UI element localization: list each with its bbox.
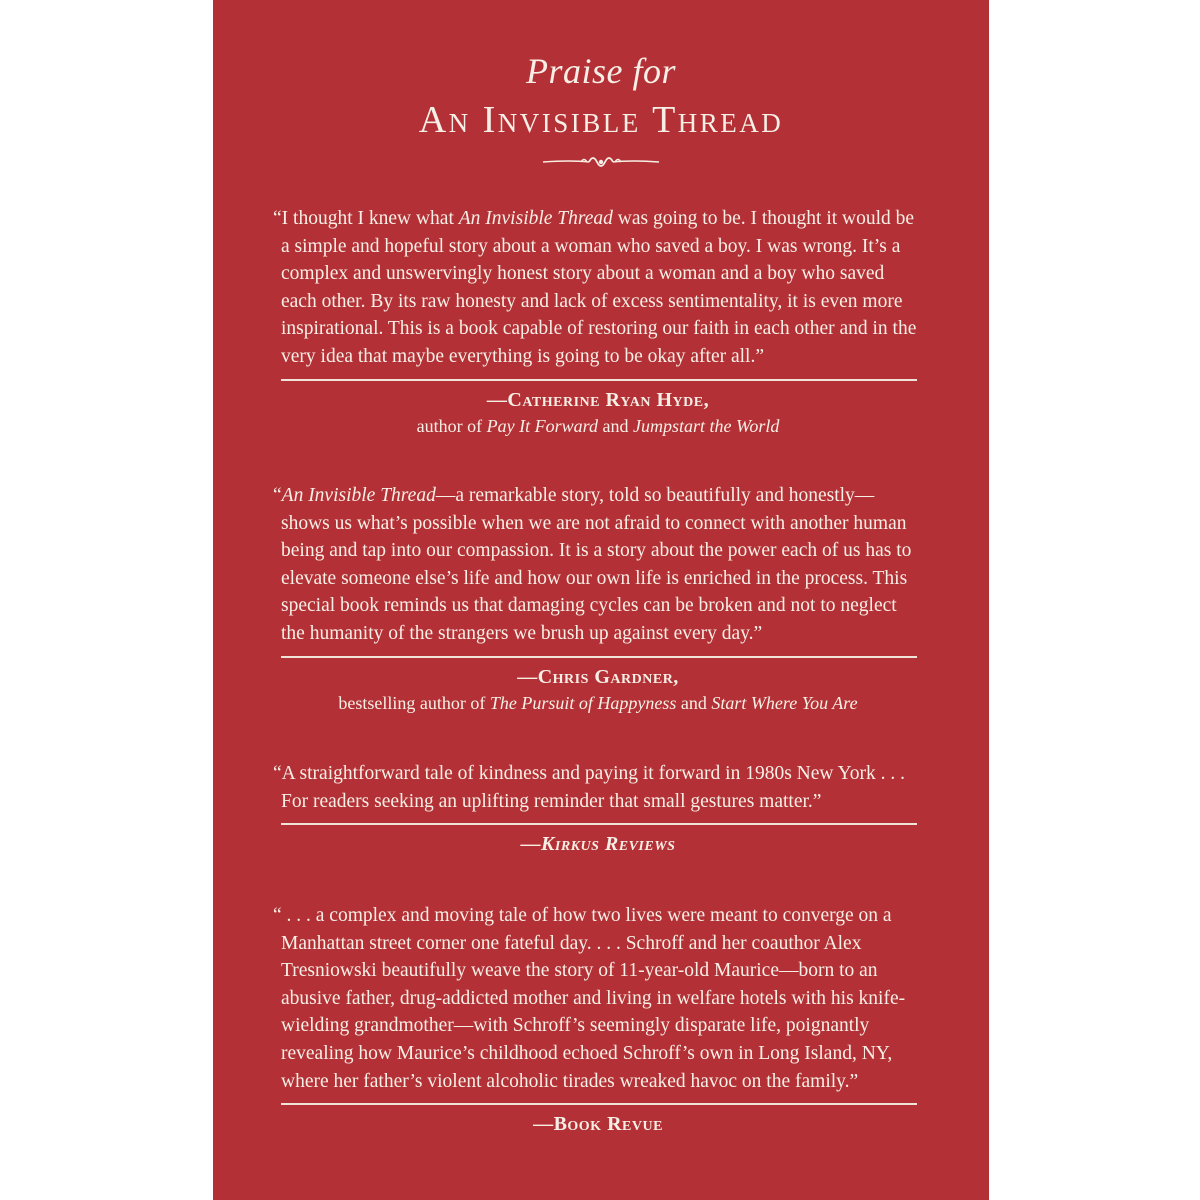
review-quote [273,482,923,648]
credit-join: and [597,415,633,436]
review-quote: “A straightforward tale of kindness and paying it forward in 1980s New York . . . For readers seeking an uplifting reminder that small gestures matter.” [273,763,906,812]
attribution-name: —Catherine Ryan Hyde, [486,388,710,411]
credit-join: and [676,692,712,713]
attribution-name: —Chris Gardner, [517,665,679,688]
attribution-credits [273,416,923,437]
review-attribution [273,1113,923,1136]
attribution-name: Kirkus Reviews [541,833,676,856]
quote-text: —a remarkable story, told so beautifully and honestly—shows us what’s possible when we are not afraid to connect with another human being and tap into our compassion. It is a story about the power each of us has to elevate someone else’s life and how our own life is enriched in the process. This special book reminds us that damaging cycles can be broken and not to neglect the humanity of the strangers we brush up against every day.” [281,485,912,644]
quote-text: “ [273,485,282,506]
attribution-credits [273,693,923,714]
divider [281,379,917,381]
review-4 [273,902,923,1136]
credit-work: Jumpstart the World [632,415,780,436]
review-1 [273,205,923,437]
credit-work: Pay It Forward [486,415,598,436]
review-2 [273,482,923,714]
divider [281,823,917,825]
credit-work: Start Where You Are [711,692,858,713]
review-3 [273,760,923,856]
review-quote [273,205,923,371]
review-attribution [273,389,923,412]
review-attribution [273,833,923,856]
quote-text: was going to be. I thought it would be a simple and hopeful story about a woman who saved a boy. I was wrong. It’s a complex and unswervingly honest story about a woman and a boy who saved each other. By its raw honesty and lack of excess sentimentality, it is even more inspirational. This is a book capable of restoring our faith in each other and in the very idea that maybe everything is going to be okay after all.” [281,208,917,367]
back-cover [213,0,989,1200]
praise-heading: Praise for [525,51,676,91]
review-attribution [273,666,923,689]
divider [281,1103,917,1105]
flourish-ornament-icon [541,150,661,172]
attribution-dash: — [520,833,542,856]
quote-text: “I thought I knew what [273,208,459,229]
credit-work: The Pursuit of Happyness [489,692,677,713]
attribution-name: —Book Revue [533,1113,663,1136]
review-quote: “ . . . a complex and moving tale of how two lives were meant to converge on a Manhattan street corner one fateful day. . . . Schroff and her coauthor Alex Tresniowski beautifully weave the story of 11-year-old Maurice—born to an abusive father, drug-addicted mother and living in welfare hotels with his knife-wielding grandmother—with Schroff’s seemingly disparate life, poignantly revealing how Maurice’s childhood echoed Schroff’s own in Long Island, NY, where her father’s violent alcoholic tirades wreaked havoc on the family.” [273,905,906,1092]
credit-prefix: author of [416,415,487,436]
quote-book-title: An Invisible Thread [281,485,436,506]
quote-book-title: An Invisible Thread [458,208,613,229]
credit-prefix: bestselling author of [338,692,490,713]
book-title: An Invisible Thread [418,99,784,141]
divider [281,656,917,658]
